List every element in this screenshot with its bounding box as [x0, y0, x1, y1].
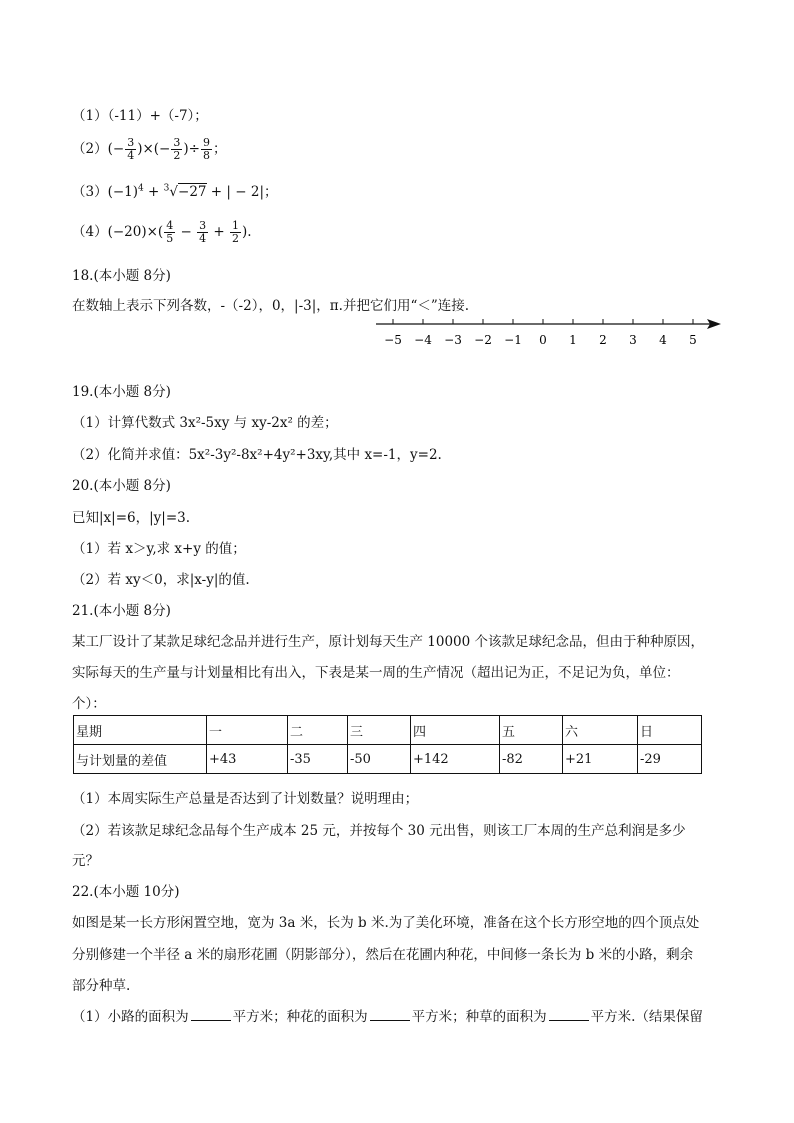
answer-blank[interactable] — [370, 1008, 410, 1021]
item-4 — [72, 217, 252, 247]
table-cell: +21 — [563, 745, 638, 774]
q19-part1: （1）计算代数式 3x²-5xy 与 xy-2x² 的差； — [72, 415, 338, 431]
table-cell: +142 — [411, 745, 500, 774]
q19-part2: （2）化简并求值：5x²-3y²-8x²+4y²+3xy,其中 x=-1，y=2. — [72, 447, 442, 463]
q22-para2: 分别修建一个半径 a 米的扇形花圃（阴影部分），然后在花圃内种花，中间修一条长为 b 米的小路，剩余 — [72, 947, 694, 963]
table-cell: 与计划量的差值 — [74, 745, 207, 774]
table-cell: -29 — [638, 745, 702, 774]
q21-part1: （1）本周实际生产总量是否达到了计划数量？说明理由； — [72, 791, 419, 807]
table-cell: 二 — [288, 716, 348, 745]
q21-para1: 某工厂设计了某款足球纪念品并进行生产，原计划每天生产 10000 个该款足球纪念品，但由于种种原因， — [72, 634, 705, 650]
item-expression: (− $\frac{3}{4}$ )×(− $\frac{3}{2}$ )÷ $\frac{9}{8}$ ； — [107, 136, 227, 162]
q18-text: 在数轴上表示下列各数，-（-2），0，|-3|，π.并把它们用“＜”连接. — [72, 298, 470, 314]
q21-part2-line1: （2）若该款足球纪念品每个生产成本 25 元，并按每个 30 元出售，则该工厂本周的生产总利润是多少 — [72, 823, 686, 839]
number-line — [373, 315, 723, 355]
table-cell: +43 — [207, 745, 288, 774]
table-row — [74, 745, 702, 774]
table-cell: 一 — [207, 716, 288, 745]
tick-label: 0 — [539, 333, 547, 347]
q20-part2: （2）若 xy＜0，求|x-y|的值. — [72, 572, 250, 588]
table-cell: 三 — [348, 716, 411, 745]
production-table — [73, 715, 702, 774]
q21-header: 21.(本小题 8分) — [72, 603, 171, 619]
number-line-ticks — [384, 319, 697, 347]
table-cell: -35 — [288, 745, 348, 774]
item-expression: (−20)×( $\frac{4}{5}$ − $\frac{3}{4}$ + $\frac{1}{2}$ ). — [107, 219, 252, 245]
tick-label: 5 — [689, 333, 697, 347]
answer-blank[interactable] — [191, 1008, 231, 1021]
item-label: （4） — [72, 224, 108, 240]
q22-part1-text: 平方米；种草的面积为 — [411, 1009, 547, 1025]
q22-para1: 如图是某一长方形闲置空地，宽为 3a 米，长为 b 米.为了美化环境，准备在这个长方形空地的四个顶点处 — [72, 915, 700, 931]
q22-part1-text: 平方米.（结果保留 — [590, 1009, 703, 1025]
tick-label: −1 — [504, 333, 522, 347]
q22-para3: 部分种草. — [72, 978, 131, 994]
table-cell: 五 — [500, 716, 563, 745]
table-cell: 六 — [563, 716, 638, 745]
table-cell: 日 — [638, 716, 702, 745]
q20-header: 20.(本小题 8分) — [72, 478, 171, 494]
q22-part1 — [72, 1005, 703, 1025]
q21-part2-line2: 元？ — [72, 853, 99, 869]
item-label: （2） — [72, 141, 108, 157]
item-1 — [72, 104, 208, 124]
q22-part1-text: （1）小路的面积为 — [72, 1009, 189, 1025]
tick-label: 2 — [599, 333, 607, 347]
q18-header: 18.(本小题 8分) — [72, 268, 171, 284]
table-cell: -82 — [500, 745, 563, 774]
q22-part1-text: 平方米；种花的面积为 — [232, 1009, 368, 1025]
tick-label: −2 — [474, 333, 492, 347]
q20-part1: （1）若 x＞y,求 x+y 的值； — [72, 541, 246, 557]
item-label: （3） — [72, 184, 108, 200]
item-label: （1） — [72, 108, 108, 124]
q21-para3: 个）： — [72, 696, 106, 712]
tick-label: 1 — [569, 333, 577, 347]
tick-label: 3 — [629, 333, 637, 347]
tick-label: 4 — [659, 333, 667, 347]
tick-label: −3 — [444, 333, 462, 347]
answer-blank[interactable] — [549, 1008, 589, 1021]
item-expression: （-11）+（-7）； — [107, 108, 208, 124]
item-3 — [72, 180, 278, 200]
q22-header: 22.(本小题 10分) — [72, 884, 180, 900]
table-cell: -50 — [348, 745, 411, 774]
table-cell: 星期 — [74, 716, 207, 745]
q21-para2: 实际每天的生产量与计划量相比有出入，下表是某一周的生产情况（超出记为正，不足记为负，单位： — [72, 665, 680, 681]
table-cell: 四 — [411, 716, 500, 745]
tick-label: −4 — [414, 333, 432, 347]
q20-given: 已知|x|=6，|y|=3. — [72, 510, 191, 526]
q19-header: 19.(本小题 8分) — [72, 384, 171, 400]
table-row — [74, 716, 702, 745]
item-2 — [72, 134, 226, 164]
item-expression: $(-1)^4 + ^3√-27$ + | − 2|； — [107, 183, 278, 200]
tick-label: −5 — [384, 333, 402, 347]
